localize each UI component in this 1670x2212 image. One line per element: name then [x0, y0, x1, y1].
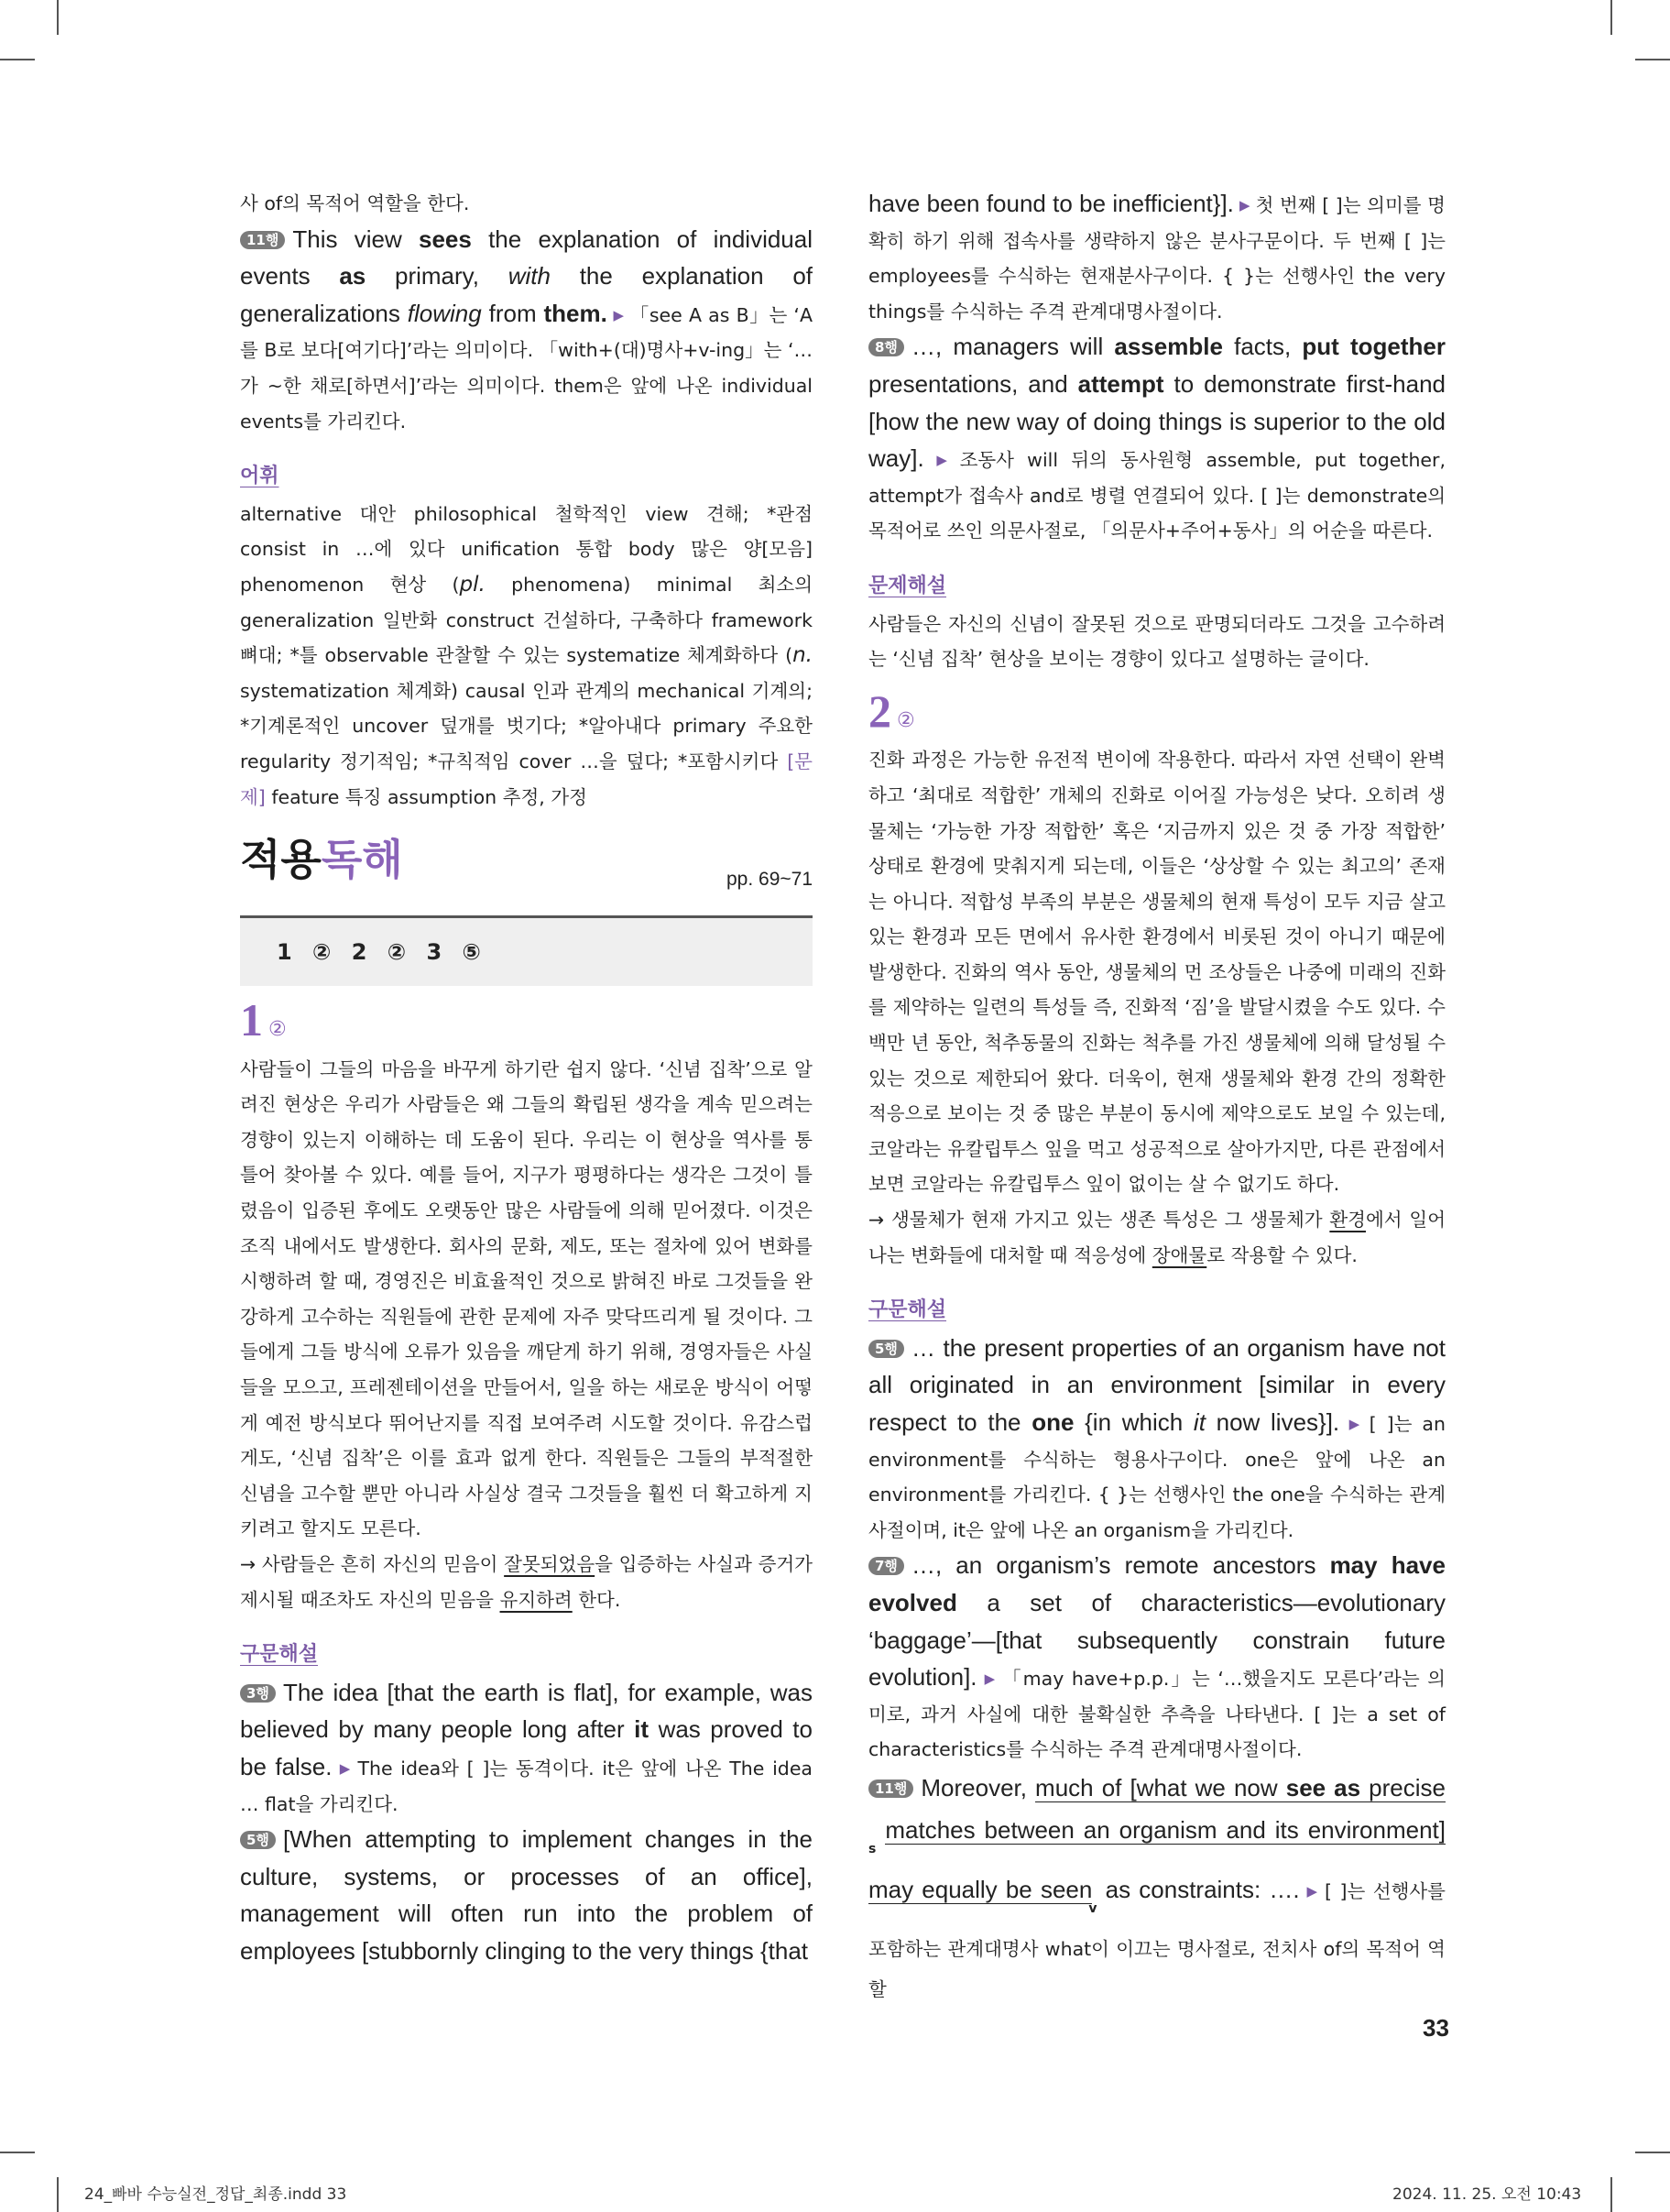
page-range: pp. 69~71	[726, 869, 813, 891]
problem-heading: 문제해설	[868, 574, 947, 597]
question-1-translation: 사람들이 그들의 마음을 바꾸게 하기란 쉽지 않다. ‘신념 집착’으로 알려진 현상은 우리가 사람들은 왜 그들의 확립된 생각을 계속 믿으려는 경향이 있는지 이해하는 데 도움이 된다. 우리는 이 현상을 역사를 통틀어 찾아볼 수 있다. 예를 들어, 지구가 평평하다는 생각은 그것이 틀렸음이 입증된 후에도 오랫동안 많은 사람들에 의해 믿어졌다. 이것은 조직 내에서도 발생한다. 회사의 문화, 제도, 또는 절차에 있어 변화를 시행하려 할 때, 경영진은 비효율적인 것으로 밝혀진 바로 그것들을 완강하게 고수하는 직원들에 관한 문제에 자주 맞닥뜨리게 될 것이다. 그들에게 그들 방식에 오류가 있음을 깨닫게 하기 위해, 경영자들은 사실들을 모으고, 프레젠테이션을 만들어서, 일을 하는 새로운 방식이 어떻게 예전 방식보다 뛰어난지를 직접 보여주려 시도할 것이다. 유감스럽게도, ‘신념 집착’은 이를 효과 없게 한다. 직원들은 그들의 부적절한 신념을 고수할 뿐만 아니라 사실상 결국 그것들을 훨씬 더 확고하게 지키려고 할지도 모른다.	[240, 1057, 813, 1540]
problem-explanation: 사람들은 자신의 신념이 잘못된 것으로 판명되더라도 그것을 고수하려는 ‘신념 집착’ 현상을 보이는 경향이 있다고 설명하는 글이다.	[868, 612, 1446, 671]
triangle-icon: ▶	[929, 452, 955, 469]
line-badge: 3행	[240, 1684, 276, 1703]
crop-mark-top-right-v	[1610, 0, 1612, 35]
footer-timestamp: 2024. 11. 25. 오전 10:43	[1392, 2185, 1582, 2204]
line-badge: 7행	[868, 1557, 904, 1575]
right-grammar-line-5: 5행 … the present properties of an organism have not all originated in an environment [similar in every respect to the one {in which it now lives}]. ▶ [ ]는 an environment를 수식하는 형용사구이다. one은 앞에 나온 an environment를 가리킨다. { }는 선행사인 the one을 수식하는 관계사절이며, it은 앞에 나온 an organism을 가리킨다.	[868, 1333, 1446, 1541]
question-2-translation: 진화 과정은 가능한 유전적 변이에 작용한다. 따라서 자연 선택이 완벽하고 ‘최대로 적합한’ 개체의 진화로 이어질 가능성은 낮다. 오히려 생물체는 ‘가능한 가장 적합한’ 혹은 ‘지금까지 있은 것 중 가장 적합한’ 상태로 환경에 맞춰지게 되는데, 이들은 ‘상상할 수 있는 최고의’ 존재는 아니다. 적합성 부족의 부분은 생물체의 현재 특성이 모두 지금 살고 있는 환경과 모든 면에서 유사한 환경에서 비롯된 것이 아니기 때문에 발생한다. 진화의 역사 동안, 생물체의 먼 조상들은 나중에 미래의 진화를 제약하는 일련의 특성들 즉, 진화적 ‘짐’을 발달시켰을 수도 있다. 수백만 년 동안, 척추동물의 진화는 척추를 가진 생물체에 의해 달성될 수 있는 것으로 제한되어 왔다. 더욱이, 현재 생물체와 환경 간의 정확한 적응으로 보이는 것 중 많은 부분이 동시에 제약으로도 보일 수 있는데, 코알라는 유칼립투스 잎을 먹고 성공적으로 살아가지만, 다른 관점에서 보면 코알라는 유칼립투스 잎이 없이는 살 수 없기도 하다.	[868, 749, 1446, 1196]
grammar-heading: 구문해설	[240, 1643, 319, 1667]
left-column	[240, 186, 813, 1971]
footer-filename: 24_빠바 수능실전_정답_최종.indd 33	[84, 2185, 347, 2204]
left-grammar-line-5: 5행 [When attempting to implement changes in the culture, systems, or processes of an office], management will often run into the problem of employees [stubbornly clinging to the very things {that	[240, 1825, 813, 1965]
problem-tag: [문제]	[240, 750, 813, 808]
section-title: 적용독해 pp. 69~71	[240, 842, 813, 915]
line-badge: 5행	[240, 1831, 276, 1849]
right-grammar-line-11: 11행 Moreover, much of [what we now see as precise $_s$ matches between an organism and its environment] may equally be seen$_v$ as constraints: …. ▶ [ ]는 선행사를 포함하는 관계대명사 what이 이끄는 명사절로, 전치사 of의 목적어 역할	[868, 1773, 1446, 2000]
question-1-heading: 1 ②	[240, 994, 287, 1046]
right-top-continuation: have been found to be inefficient}]. ▶ 첫 번째 [ ]는 의미를 명확히 하기 위해 접속사를 생략하지 않은 분사구문이다. 두 번째 [ ]는 employees를 수식하는 현재분사구이다. { }는 선행사인 the very things를 수식하는 주격 관계대명사절이다.	[868, 190, 1446, 323]
crop-mark-bottom-right-h	[1635, 2152, 1670, 2153]
left-grammar-line-11: 11행 This view sees the explanation of individual events as primary, with the explanation of generalizations flowing from them. ▶ 「see A as B」는 ‘A를 B로 보다[여기다]’라는 의미이다. 「with+(대)명사+v-ing」는 ‘…가 ~한 채로[하면서]’라는 의미이다. them은 앞에 나온 individual events를 가리킨다.	[240, 224, 813, 433]
triangle-icon: ▶	[612, 306, 625, 323]
left-grammar-line-3: 3행 The idea [that the earth is flat], for example, was believed by many people long after it was proved to be false. ▶ The idea와 [ ]는 동격이다. it은 앞에 나온 The idea … flat을 가리킨다.	[240, 1678, 813, 1815]
grammar-heading: 구문해설	[868, 1298, 947, 1322]
line-badge: 11행	[868, 1779, 913, 1798]
line-badge: 5행	[868, 1340, 904, 1358]
page-number: 33	[1423, 2014, 1449, 2042]
triangle-icon: ▶	[1304, 1882, 1320, 1900]
crop-mark-bottom-right-v	[1610, 2177, 1612, 2212]
triangle-icon: ▶	[337, 1759, 353, 1777]
line-badge: 8행	[868, 338, 904, 356]
crop-mark-top-left-h	[0, 59, 35, 60]
triangle-icon: ▶	[1345, 1416, 1364, 1432]
answer-key-box: 1 ② 2 ② 3 ⑤	[240, 915, 813, 986]
triangle-icon: ▶	[1239, 197, 1250, 214]
question-2-summary: → 생물체가 현재 가지고 있는 생존 특성은 그 생물체가 환경에서 일어나는 변화들에 대처할 때 적응성에 장애물로 작용할 수 있다.	[868, 1209, 1446, 1266]
crop-mark-top-left-v	[57, 0, 59, 35]
crop-mark-bottom-left-v	[57, 2177, 59, 2212]
right-column	[868, 186, 1446, 2009]
right-grammar-line-7: 7행 …, an organism’s remote ancestors may have evolved a set of characteristics—evolutionary ‘baggage’—[that subsequently constrain future evolution]. ▶ 「may have+p.p.」는 ‘…했을지도 모른다’라는 의미로, 과거 사실에 대한 불확실한 추측을 나타낸다. [ ]는 a set of characteristics를 수식하는 주격 관계대명사절이다.	[868, 1551, 1446, 1761]
vocab-heading: 어휘	[240, 465, 279, 488]
crop-mark-top-right-h	[1635, 59, 1670, 60]
left-top-continuation: 사 of의 목적어 역할을 한다.	[240, 192, 470, 214]
verb-mark: v	[1088, 1900, 1097, 1916]
triangle-icon: ▶	[982, 1670, 998, 1688]
right-grammar-line-8: 8행 …, managers will assemble facts, put together presentations, and attempt to demonstrate first-hand [how the new way of doing things is superior to the old way]. ▶ 조동사 will 뒤의 동사원형 assemble, put together, attempt가 접속사 and로 병렬 연결되어 있다. [ ]는 demonstrate의 목적어로 쓰인 의문사절로, 「의문사+주어+동사」의 어순을 따른다.	[868, 333, 1446, 542]
question-2-heading: 2 ②	[868, 684, 915, 737]
question-1-summary: → 사람들은 흔히 자신의 믿음이 잘못되었음을 입증하는 사실과 증거가 제시될 때조차도 자신의 믿음을 유지하려 한다.	[240, 1553, 813, 1611]
subject-mark: s	[868, 1841, 877, 1856]
line-badge: 11행	[240, 231, 285, 249]
vocab-list: alternative 대안 philosophical 철학적인 view 견해; *관점 consist in …에 있다 unification 통합 body 많은 양[모음] phenomenon 현상 (pl. phenomena) minimal 최소의 generalization 일반화 construct 건설하다, 구축하다 framework 뼈대; *틀 observable 관찰할 수 있는 systematize 체계화하다 (n. systematization 체계화) causal 인과 관계의 mechanical 기계의; *기계론적인 uncover 덮개를 벗기다; *알아내다 primary 주요한 regularity 정기적임; *규칙적임 cover …을 덮다; *포함시키다 [문제] feature 특징 assumption 추정, 가정	[240, 502, 813, 808]
crop-mark-bottom-left-h	[0, 2152, 35, 2153]
